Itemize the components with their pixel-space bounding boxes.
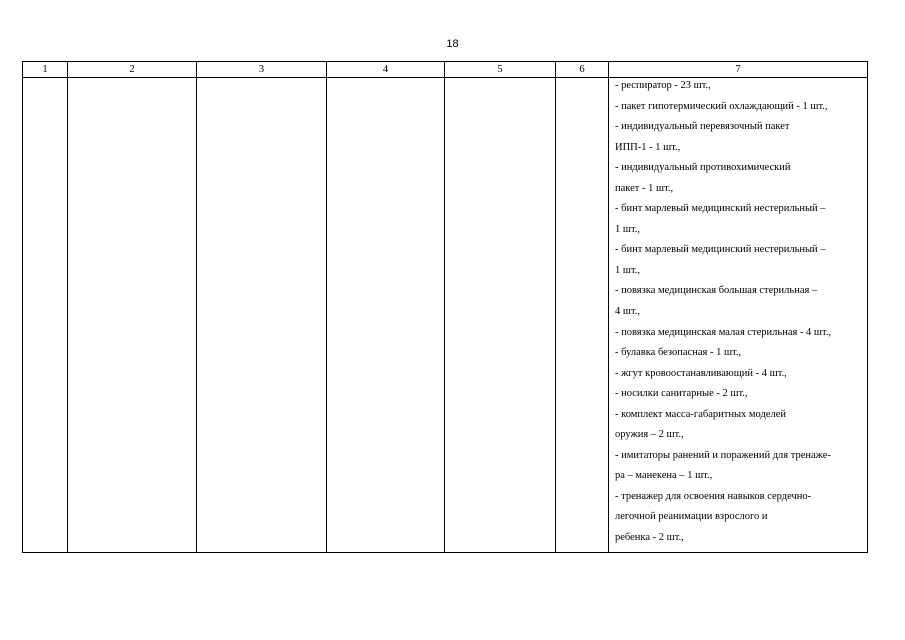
list-item: ребенка - 2 шт., [615, 532, 684, 544]
list-item: ИПП-1 - 1 шт., [615, 141, 681, 153]
list-item: - булавка безопасная - 1 шт., [615, 347, 742, 359]
list-item: - повязка медицинская большая стерильная – [615, 285, 818, 297]
column-header-5: 5 [445, 62, 556, 78]
page-number: 18 [446, 38, 459, 50]
list-item: 4 шт., [615, 306, 641, 318]
column-header-2: 2 [68, 62, 197, 78]
list-item: - индивидуальный перевязочный пакет [615, 121, 790, 133]
list-item: ра – манекена – 1 шт., [615, 470, 713, 482]
list-item: - тренажер для освоения навыков сердечно- [615, 490, 812, 502]
list-item: - респиратор - 23 шт., [615, 80, 711, 91]
list-item: оружия – 2 шт., [615, 429, 684, 441]
cell-col-1 [23, 78, 68, 553]
list-item: - комплект масса-габаритных моделей [615, 408, 787, 420]
cell-col-6 [556, 78, 609, 553]
list-item: пакет - 1 шт., [615, 182, 674, 194]
column-header-4: 4 [327, 62, 445, 78]
list-item: - бинт марлевый медицинский нестерильный – [615, 203, 826, 215]
column-header-6: 6 [556, 62, 609, 78]
list-item: легочной реанимации взрослого и [615, 511, 768, 523]
list-item: - имитаторы ранений и поражений для тренаже- [615, 449, 831, 461]
list-item: - повязка медицинская малая стерильная - 4 шт., [615, 326, 832, 338]
cell-col-7 [609, 78, 868, 553]
document-table [22, 61, 868, 553]
list-item: - жгут кровоостанавливающий - 4 шт., [615, 367, 787, 379]
column-header-1: 1 [23, 62, 68, 78]
list-item: - носилки санитарные - 2 шт., [615, 388, 748, 400]
column-header-3: 3 [197, 62, 327, 78]
header-row [23, 62, 868, 78]
cell-col-4 [327, 78, 445, 553]
table-row [23, 78, 868, 553]
column-header-7: 7 [609, 62, 868, 78]
list-item: 1 шт., [615, 223, 641, 235]
list-item: 1 шт., [615, 264, 641, 276]
cell-col-2 [68, 78, 197, 553]
list-item: - пакет гипотермический охлаждающий - 1 шт., [615, 100, 828, 112]
cell-col-3 [197, 78, 327, 553]
list-item: - индивидуальный противохимический [615, 162, 791, 174]
cell-col-5 [445, 78, 556, 553]
list-item: - бинт марлевый медицинский нестерильный – [615, 244, 826, 256]
